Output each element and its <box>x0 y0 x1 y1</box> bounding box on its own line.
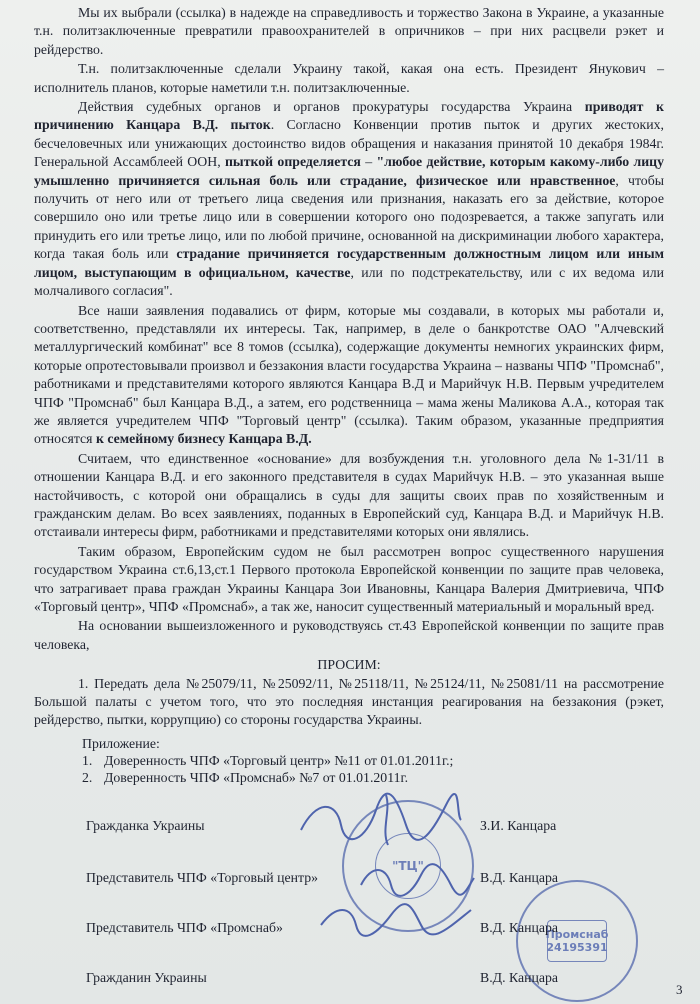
document-body <box>34 4 664 731</box>
handwritten-signature <box>356 860 476 900</box>
request-item: 1. Передать дела №25079/11, №25092/11, №25118/11, №25124/11, №25081/11 на рассмотрение Большой палаты с учетом того, что это последняя инстанция реагирования на беззакония (рэкет, рейдерство, пытки, коррупцию) со стороны государства Украины. <box>34 675 664 728</box>
signature-role: Гражданин Украины <box>86 970 207 985</box>
signature-name: В.Д. Канцара <box>480 970 559 985</box>
signature-role: Гражданка Украины <box>86 818 205 833</box>
bold-fragment: приводят к причинению Канцара В.Д. пыток <box>34 99 664 133</box>
paragraph-6: Таким образом, Европейским судом не был рассмотрен вопрос существенного нарушения государством Украина ст.6,13,ст.1 Первого протокола Европейской конвенции по защите прав человека, что затрагивает права граждан Украины Канцара Зои Ивановны, Канцара Валерия Дмитриевича, ЧПФ «Торговый центр», ЧПФ «Промснаб», а так же, наносит существенный материальный и моральный вред. <box>34 543 664 614</box>
signature-name: В.Д. Канцара <box>480 920 559 935</box>
signature-role: Представитель ЧПФ «Промснаб» <box>86 920 283 935</box>
paragraph-2: Т.н. политзаключенные сделали Украину такой, какая она есть. Президент Янукович – исполнитель планов, которые наметили т.н. политзаключенные. <box>34 61 664 95</box>
handwritten-signature <box>296 790 466 850</box>
paragraph-3: Действия судебных органов и органов прокуратуры государства Украина приводят к причинению Канцара В.Д. пыток. Согласно Конвенции против пыток и других жестоких, бесчеловечных или унижающих достоинство видов обращения и наказания принятой 10 декабря 1984г. Генеральной Ассамблеей ООН, пыткой определяется – "любое действие, которым какому-либо лицу умышленно причиняется сильная боль или страдание, физическое или нравственное, чтобы получить от него или от третьего лица сведения или признания, наказать его за действие, которое совершило оно или третье лицо или в совершении которого оно подозревается, а также запугать или принудить его или третье лицо, или по любой причине, основанной на дискриминации любого характера, когда такая боль или страдание причиняется государственным должностным лицом или иным лицом, выступающим в официальном, качестве, или по подстрекательству, или с их ведома или молчаливого согласия". <box>34 99 665 299</box>
page-number: 3 <box>676 982 683 997</box>
bold-fragment: пыткой определяется <box>224 154 361 170</box>
paragraph-5: Считаем, что единственное «основание» для возбуждения т.н. уголовного дела №1-31/11 в отношении Канцара В.Д. и его законного представителя в судах Марийчук Н.В. – это указанная выше настойчивость, с которой они обращались в суды для защиты своих прав по хозяйственным и гражданским делам. Во всех заявлениях, поданных в Европейский суд, Канцара В.Д. и Марийчук Н.В. отстаивали интересы фирм, работниками и представителями которых они являлись. <box>34 450 664 540</box>
bold-fragment: страдание причиняется государственным должностным лицом или иным лицом, выступающим в официальном, качестве <box>34 246 664 280</box>
handwritten-signature <box>316 900 476 940</box>
signature-role: Представитель ЧПФ «Торговый центр» <box>86 870 319 885</box>
seal-center: Промснаб 24195391 <box>547 920 607 962</box>
list-item: 2. Доверенность ЧПФ «Промснаб» №7 от 01.01.2011г. <box>82 770 409 785</box>
paragraph-4: Все наши заявления подавались от фирм, которые мы создавали, в которых мы работали и, соответственно, представляли их интересы. Так, например, в деле о банкротстве ОАО "Алчевский металлургический комбинат" все 8 томов (ссылка), содержащие документы немногих украинских фирм, которые опротестовывали произвол и беззакония власти государства Украина – названы ЧПФ "Промснаб", работниками и представителями которого являются Канцара В.Д и Марийчук Н.В. Первым учредителем ЧПФ "Промснаб" был Канцара В.Д., а затем, его родственница – мама жены Маликова А.А., которая так же является учредителем ЧПФ "Торговый центр" (ссылка). Таким образом, указанные предприятия относятся к семейному бизнесу Канцара В.Д. <box>34 302 664 447</box>
appendix-title: Приложение: <box>82 736 160 751</box>
bold-fragment: к семейному бизнесу Канцара В.Д. <box>95 431 312 447</box>
request-heading: ПРОСИМ: <box>317 657 381 673</box>
appendix <box>82 735 642 786</box>
paragraph-7: На основании вышеизложенного и руководствуясь ст.43 Европейской конвенции по защите прав человека, <box>34 618 664 652</box>
paragraph-1: Мы их выбрали (ссылка) в надежде на справедливость и торжество Закона в Украине, а указанные т.н. политзаключенные превратили правоохранителей в опричников – при них расцвели рэкет и рейдерство. <box>34 5 664 57</box>
appendix-list <box>82 752 642 786</box>
list-item: 1. Доверенность ЧПФ «Торговый центр» №11 от 01.01.2011г.; <box>82 753 454 768</box>
seal-center: "ТЦ" <box>375 833 441 899</box>
signature-name: В.Д. Канцара <box>480 870 559 885</box>
bold-fragment: "любое действие, которым какому-либо лицу умышленно причиняется сильная боль или страдание, физическое или нравственное <box>34 154 665 188</box>
signature-name: З.И. Канцара <box>480 818 557 833</box>
